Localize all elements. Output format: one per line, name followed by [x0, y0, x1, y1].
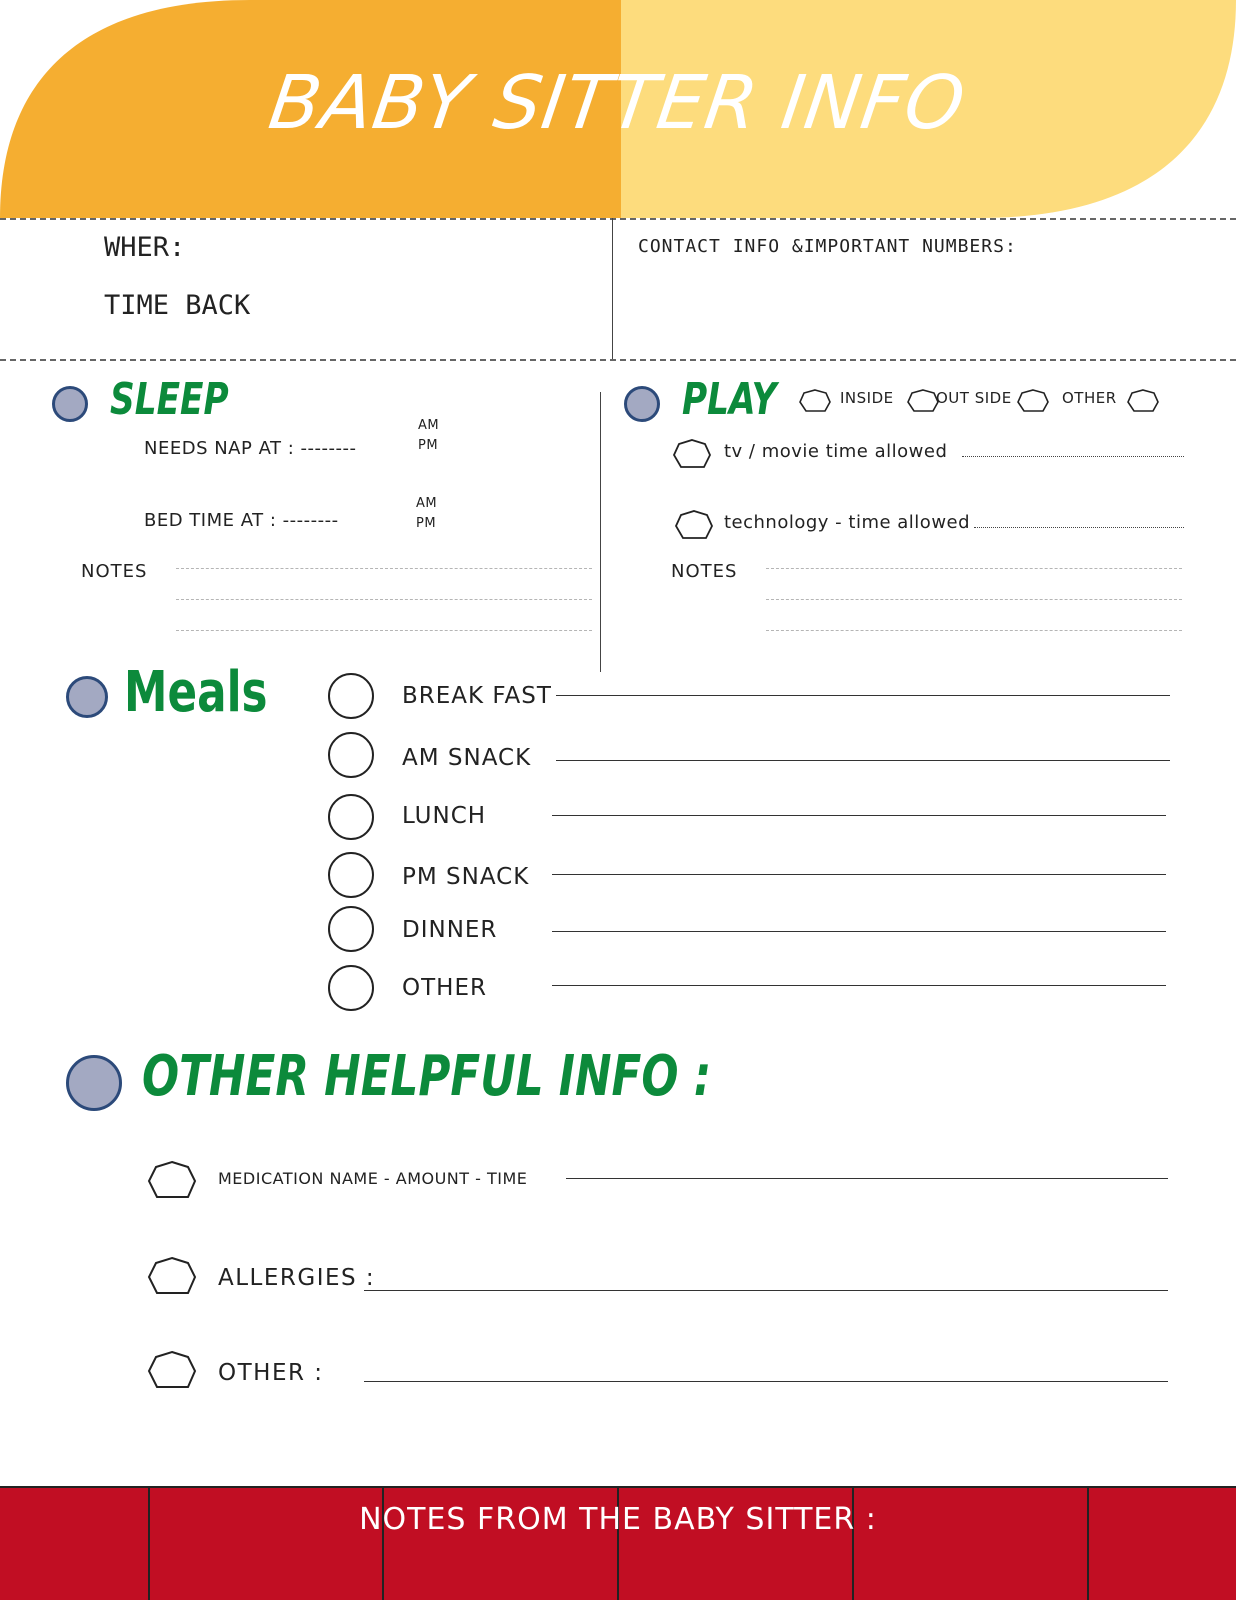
meals-title: Meals — [124, 660, 268, 725]
meal-label-lunch: LUNCH — [402, 803, 487, 829]
sleep-play-divider — [600, 392, 601, 672]
heptagon-checkbox-icon[interactable] — [674, 509, 714, 541]
section-divider — [0, 359, 1236, 361]
meal-line-pm-snack[interactable] — [552, 874, 1166, 875]
bed-pm-label: PM — [416, 516, 437, 531]
contact-info-label: CONTACT INFO &IMPORTANT NUMBERS: — [638, 236, 1017, 257]
meal-checkbox-other[interactable] — [328, 965, 374, 1011]
footer-label: NOTES FROM THE BABY SITTER : — [359, 1502, 877, 1537]
meals-bullet-icon — [66, 676, 108, 718]
meal-label-am-snack: AM SNACK — [402, 745, 532, 771]
meal-checkbox-pm-snack[interactable] — [328, 852, 374, 898]
heptagon-checkbox-icon[interactable] — [798, 388, 832, 414]
bed-am-label: AM — [416, 496, 438, 511]
heptagon-checkbox-icon[interactable] — [906, 388, 940, 414]
play-option-inside: INSIDE — [840, 389, 894, 407]
meal-line-breakfast[interactable] — [556, 695, 1170, 696]
medication-label: MEDICATION NAME - AMOUNT - TIME — [218, 1169, 528, 1188]
other-line[interactable] — [364, 1381, 1168, 1382]
meal-label-other: OTHER — [402, 975, 487, 1001]
medication-line[interactable] — [566, 1178, 1168, 1179]
meal-line-other[interactable] — [552, 985, 1166, 986]
play-notes-line[interactable] — [766, 568, 1182, 569]
heptagon-checkbox-icon[interactable] — [146, 1160, 198, 1202]
meal-line-am-snack[interactable] — [556, 760, 1170, 761]
where-label: WHER: — [104, 232, 186, 263]
heptagon-checkbox-icon[interactable] — [672, 438, 712, 470]
tv-time-label: tv / movie time allowed — [724, 441, 948, 462]
meal-checkbox-am-snack[interactable] — [328, 732, 374, 778]
tech-time-field[interactable] — [974, 527, 1184, 528]
play-notes-line[interactable] — [766, 599, 1182, 600]
sleep-notes-label: NOTES — [81, 561, 148, 582]
tech-time-label: technology - time allowed — [724, 512, 971, 533]
page-title: BABY SITTER INFO — [263, 60, 971, 146]
play-notes-line[interactable] — [766, 630, 1182, 631]
bedtime-label: BED TIME AT : -------- — [144, 510, 339, 531]
nap-label: NEEDS NAP AT : -------- — [144, 438, 357, 459]
play-title: PLAY — [682, 374, 777, 425]
play-option-outside: OUT SIDE — [936, 389, 1012, 407]
meal-line-dinner[interactable] — [552, 931, 1166, 932]
allergies-line[interactable] — [364, 1290, 1168, 1291]
other-info-bullet-icon — [66, 1055, 122, 1111]
meal-checkbox-dinner[interactable] — [328, 906, 374, 952]
heptagon-checkbox-icon[interactable] — [1126, 388, 1160, 414]
other-info-title: OTHER HELPFUL INFO : — [142, 1044, 712, 1109]
heptagon-checkbox-icon[interactable] — [146, 1350, 198, 1392]
meal-label-pm-snack: PM SNACK — [402, 864, 530, 890]
heptagon-checkbox-icon[interactable] — [146, 1256, 198, 1298]
sleep-notes-line[interactable] — [176, 630, 592, 631]
allergies-label: ALLERGIES : — [218, 1265, 376, 1291]
sleep-bullet-icon — [52, 386, 88, 422]
meal-label-dinner: DINNER — [402, 917, 498, 943]
top-vertical-divider — [612, 218, 613, 359]
heptagon-checkbox-icon[interactable] — [1016, 388, 1050, 414]
nap-am-label: AM — [418, 418, 440, 433]
meal-line-lunch[interactable] — [552, 815, 1166, 816]
meal-checkbox-lunch[interactable] — [328, 794, 374, 840]
nap-pm-label: PM — [418, 438, 439, 453]
sleep-title: SLEEP — [110, 374, 229, 425]
meal-checkbox-breakfast[interactable] — [328, 673, 374, 719]
time-back-label: TIME BACK — [104, 290, 251, 321]
other-label: OTHER : — [218, 1360, 324, 1386]
tv-time-field[interactable] — [962, 456, 1184, 457]
play-option-other: OTHER — [1062, 389, 1117, 407]
play-bullet-icon — [624, 386, 660, 422]
sleep-notes-line[interactable] — [176, 568, 592, 569]
sleep-notes-line[interactable] — [176, 599, 592, 600]
meal-label-breakfast: BREAK FAST — [402, 683, 552, 709]
top-divider — [0, 218, 1236, 220]
play-notes-label: NOTES — [671, 561, 738, 582]
